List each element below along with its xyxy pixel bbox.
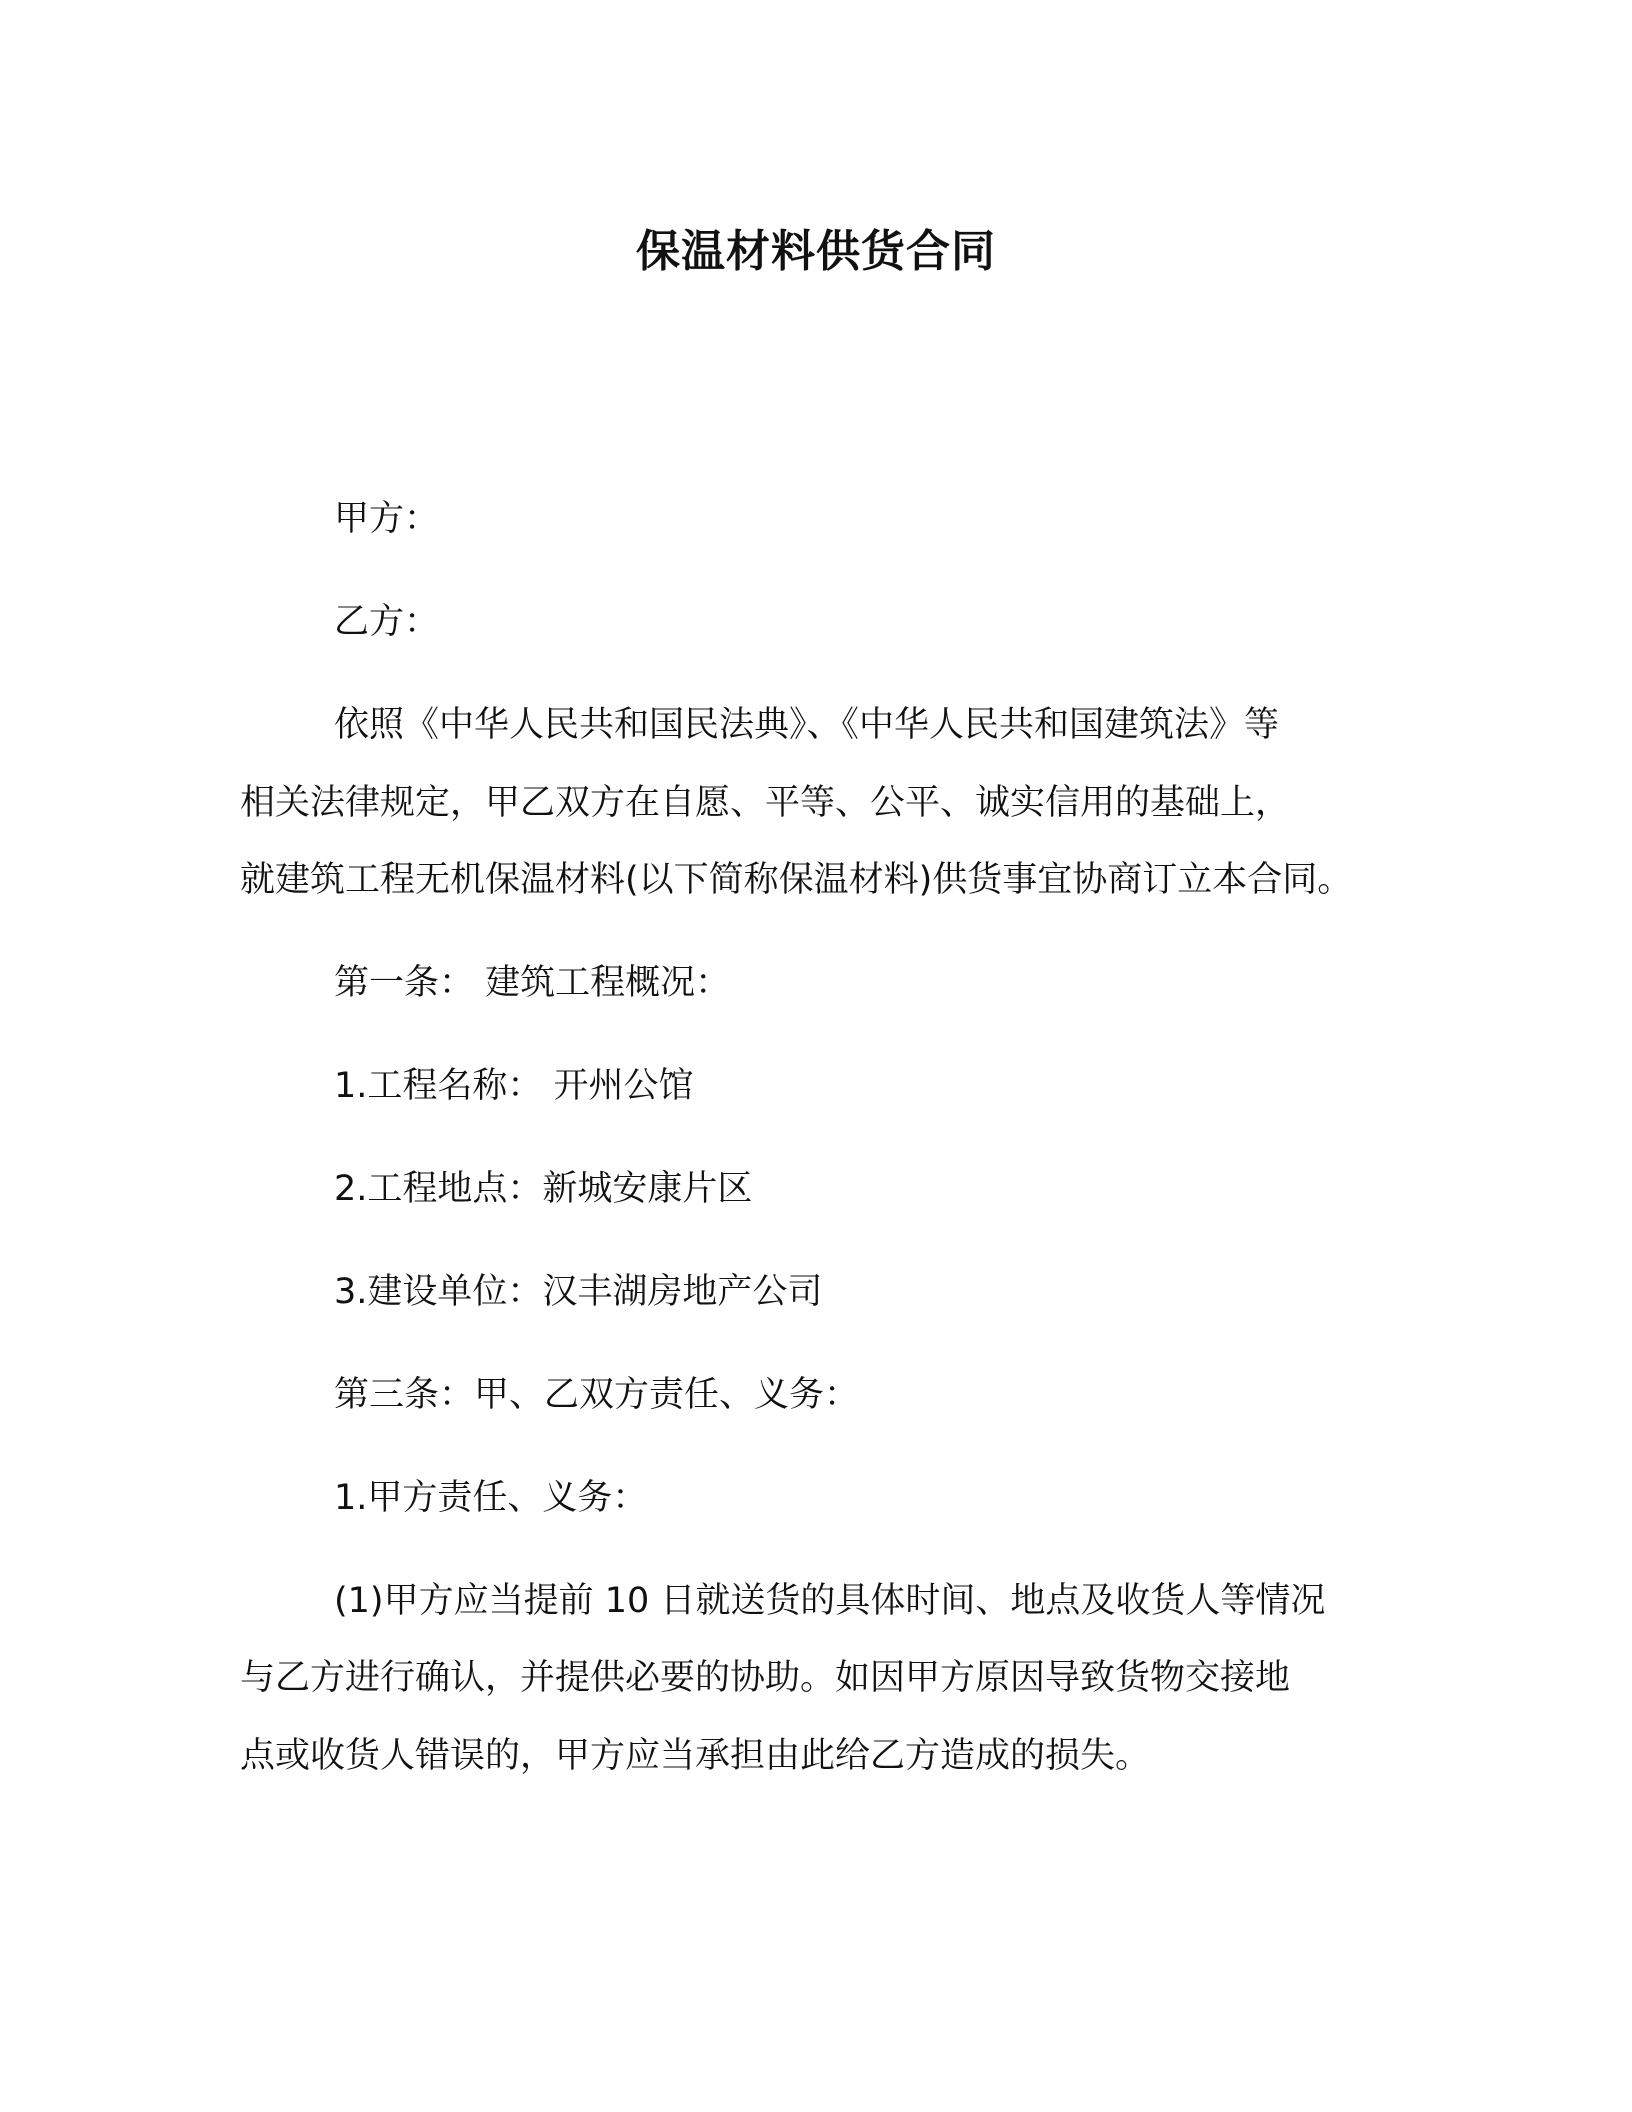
article-1-item: 1.工程名称： 开州公馆 bbox=[334, 1066, 694, 1106]
article-1-item: 2.工程地点：新城安康片区 bbox=[334, 1169, 753, 1209]
preamble-line: 就建筑工程无机保温材料(以下简称保温材料)供货事宜协商订立本合同。 bbox=[240, 860, 1353, 900]
preamble-line: 相关法律规定，甲乙双方在自愿、平等、公平、诚实信用的基础上， bbox=[240, 783, 1291, 823]
preamble-line: 依照《中华人民共和国民法典》、《中华人民共和国建筑法》等 bbox=[334, 705, 1280, 745]
clause-line: (1)甲方应当提前 10 日就送货的具体时间、地点及收货人等情况 bbox=[334, 1581, 1326, 1621]
article-1-heading: 第一条： 建筑工程概况： bbox=[334, 963, 731, 1003]
article-1-item: 3.建设单位：汉丰湖房地产公司 bbox=[334, 1272, 823, 1312]
article-3-heading: 第三条：甲、乙双方责任、义务： bbox=[334, 1375, 860, 1415]
document-title: 保温材料供货合同 bbox=[636, 226, 996, 277]
clause-line: 与乙方进行确认，并提供必要的协助。如因甲方原因导致货物交接地 bbox=[240, 1658, 1291, 1698]
party-b-label: 乙方： bbox=[334, 602, 440, 642]
article-3-subheading: 1.甲方责任、义务： bbox=[334, 1478, 648, 1518]
party-a-label: 甲方： bbox=[334, 499, 440, 539]
clause-line: 点或收货人错误的，甲方应当承担由此给乙方造成的损失。 bbox=[240, 1736, 1151, 1776]
